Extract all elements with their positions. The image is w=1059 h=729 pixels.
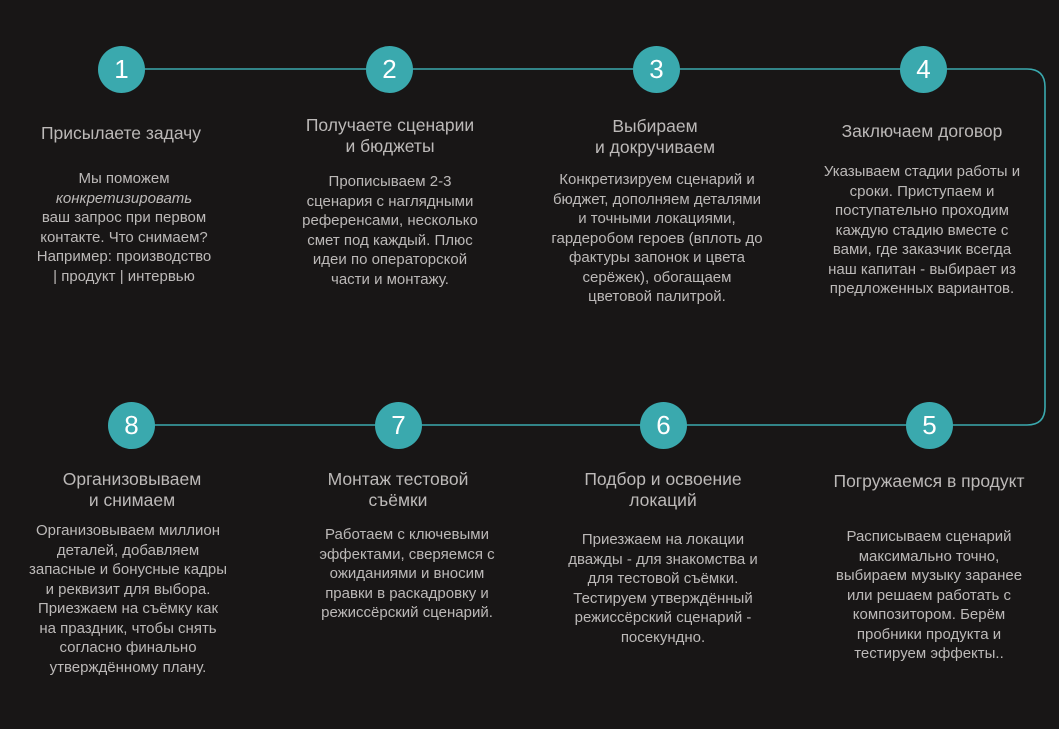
- step-title: Получаете сценарии и бюджеты: [305, 115, 475, 156]
- step-title: Погружаемся в продукт: [833, 471, 1025, 491]
- step-description: Прописываем 2-3 сценария с наглядными референсами, несколько смет под каждый. Плюс идеи по операторской части и монтажу.: [302, 173, 478, 288]
- step-title: Выбираем и докручиваем: [594, 116, 715, 157]
- step-number-badge: 8: [108, 402, 155, 449]
- step-title: Монтаж тестовой съёмки: [327, 469, 469, 510]
- step-number-badge: 2: [366, 46, 413, 93]
- step-description: Расписываем сценарий максимально точно, выбираем музыку заранее или решаем работать с композитором. Берём пробники продукта и тестируем эффекты..: [835, 528, 1023, 662]
- step-number-badge: 3: [633, 46, 680, 93]
- step-number-badge: 4: [900, 46, 947, 93]
- step-description: Мы поможем конкретизировать ваш запрос при первом контакте. Что снимаем? Например: производство | продукт | интервью: [36, 170, 212, 285]
- step-title: Присылаете задачу: [40, 123, 202, 143]
- step-description: Конкретизируем сценарий и бюджет, дополняем деталями и точными локациями, гардеробом героев (вплоть до фактуры запонок и цвета серёжек), обогащаем цветовой палитрой.: [551, 171, 763, 305]
- step-number-badge: 5: [906, 402, 953, 449]
- step-number-badge: 6: [640, 402, 687, 449]
- step-description: Указываем стадии работы и сроки. Приступаем и поступательно проходим каждую стадию вместе с вами, где заказчик всегда наш капитан - выбирает из предложенных вариантов.: [823, 163, 1021, 297]
- step-description: Организовываем миллион деталей, добавляем запасные и бонусные кадры и реквизит для выбора. Приезжаем на съёмку как на праздник, чтобы снять согласно финально утверждённому плану.: [28, 522, 228, 676]
- step-title: Подбор и освоение локаций: [584, 469, 742, 510]
- step-description: Приезжаем на локации дважды - для знакомства и для тестовой съёмки. Тестируем утверждённый режиссёрский сценарий - посекундно.: [568, 531, 758, 646]
- step-title: Организовываем и снимаем: [62, 469, 202, 510]
- step-title: Заключаем договор: [841, 121, 1003, 141]
- step-number-badge: 7: [375, 402, 422, 449]
- step-description: Работаем с ключевыми эффектами, сверяемся с ожиданиями и вносим правки в раскадровку и режиссёрский сценарий.: [319, 526, 495, 621]
- step-number-badge: 1: [98, 46, 145, 93]
